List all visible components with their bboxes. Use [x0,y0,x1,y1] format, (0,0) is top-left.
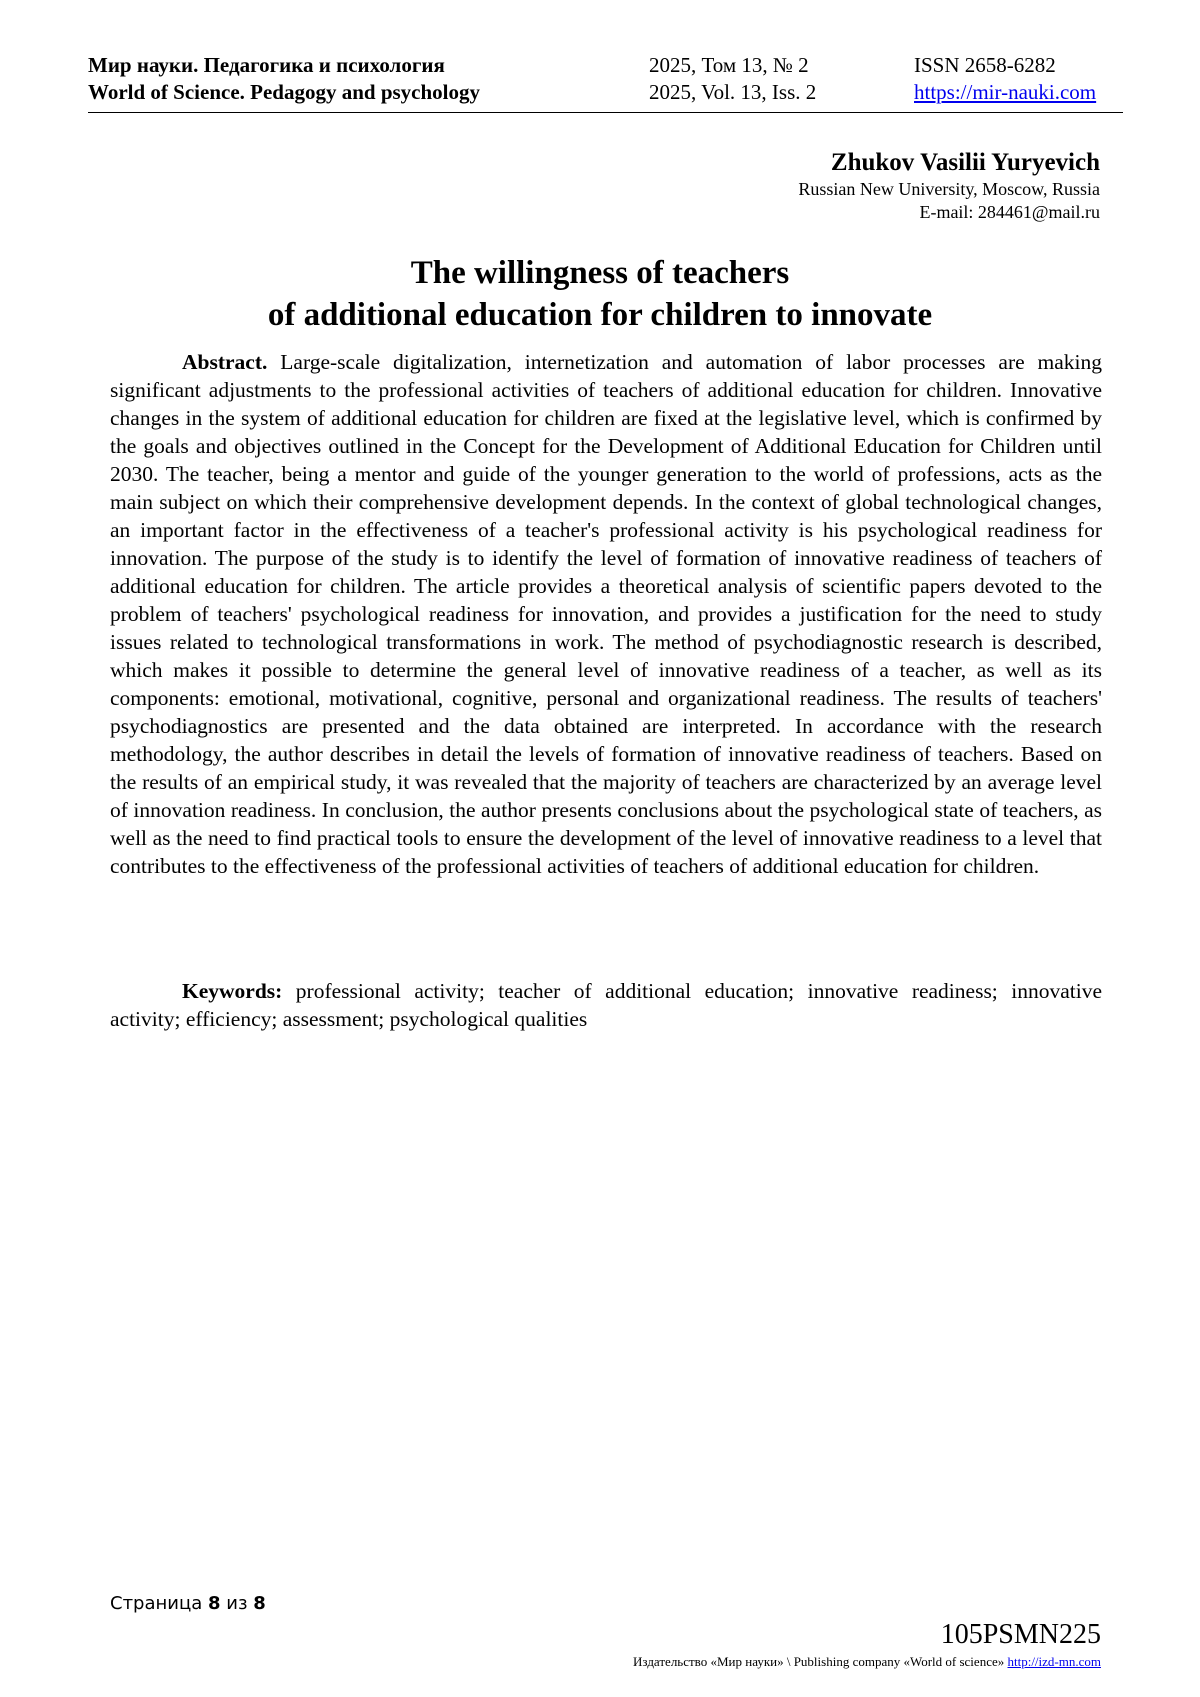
abstract-text: Large-scale digitalization, internetization and automation of labor processes are making significant adjustments to the professional activities of teachers of additional education for children. Innovative changes in the system of additional education for children are fixed at the legislative level, which is confirmed by the goals and objectives outlined in the Concept for the Development of Additional Education for Children until 2030. The teacher, being a mentor and guide of the younger generation to the world of professions, acts as the main subject on which their comprehensive development depends. In the context of global technological changes, an important factor in the effectiveness of a teacher's professional activity is his psychological readiness for innovation. The purpose of the study is to identify the level of formation of innovative readiness of teachers of additional education for children. The article provides a theoretical analysis of scientific papers devoted to the problem of teachers' psychological readiness for innovation, and provides a justification for the need to study issues related to technological transformations in work. The method of psychodiagnostic research is described, which makes it possible to determine the general level of innovative readiness of a teacher, as well as its components: emotional, motivational, cognitive, personal and organizational readiness. The results of teachers' psychodiagnostics are presented and the data obtained are interpreted. In accordance with the research methodology, the author describes in detail the levels of formation of innovative readiness of teachers. Based on the results of an empirical study, it was revealed that the majority of teachers are characterized by an average level of innovation readiness. In conclusion, the author presents conclusions about the psychological state of teachers, as well as the need to find practical tools to ensure the development of the level of innovative readiness to a level that contributes to the effectiveness of the professional activities of teachers of additional education for children. [110,350,1103,878]
issue-ru: 2025, Том 13, № 2 [649,53,809,77]
abstract-paragraph [110,348,1102,880]
page-number-total: 8 [253,1593,266,1614]
article-code: 105PSMN225 [940,1619,1101,1650]
issue-en: 2025, Vol. 13, Iss. 2 [649,80,817,104]
issn-block [914,52,1096,106]
publisher-text: Издательство «Мир науки» \ Publishing company «World of science» [633,1654,1005,1669]
keywords-label: Keywords: [182,979,283,1003]
page-number-prefix: Страница [110,1593,203,1614]
author-affiliation: Russian New University, Moscow, Russia [798,179,1100,199]
journal-title-ru: Мир науки. Педагогика и психология [88,53,445,77]
journal-url-link[interactable]: https://mir-nauki.com [914,80,1097,104]
publisher-url-link[interactable]: http://izd-mn.com [1007,1654,1101,1669]
author-block [798,148,1100,224]
keywords-paragraph [110,977,1102,1033]
journal-title-block [88,52,480,106]
title-line-2: of additional education for children to innovate [267,297,933,333]
page-number-current: 8 [208,1593,221,1614]
publisher-line [633,1654,1101,1670]
author-email: E-mail: 284461@mail.ru [919,202,1100,222]
issue-block [649,52,816,106]
title-line-1: The willingness of teachers [410,255,790,291]
page-number [110,1593,266,1614]
article-title [0,252,1200,336]
abstract-label: Abstract. [182,350,268,374]
page-number-of: из [226,1593,248,1614]
journal-title-en: World of Science. Pedagogy and psychology [88,80,481,104]
journal-header [88,52,1123,113]
issn: ISSN 2658-6282 [914,53,1056,77]
author-name: Zhukov Vasilii Yuryevich [830,149,1100,176]
keywords-text: professional activity; teacher of additional education; innovative readiness; innovative activity; efficiency; assessment; psychological qualities [110,979,1102,1031]
